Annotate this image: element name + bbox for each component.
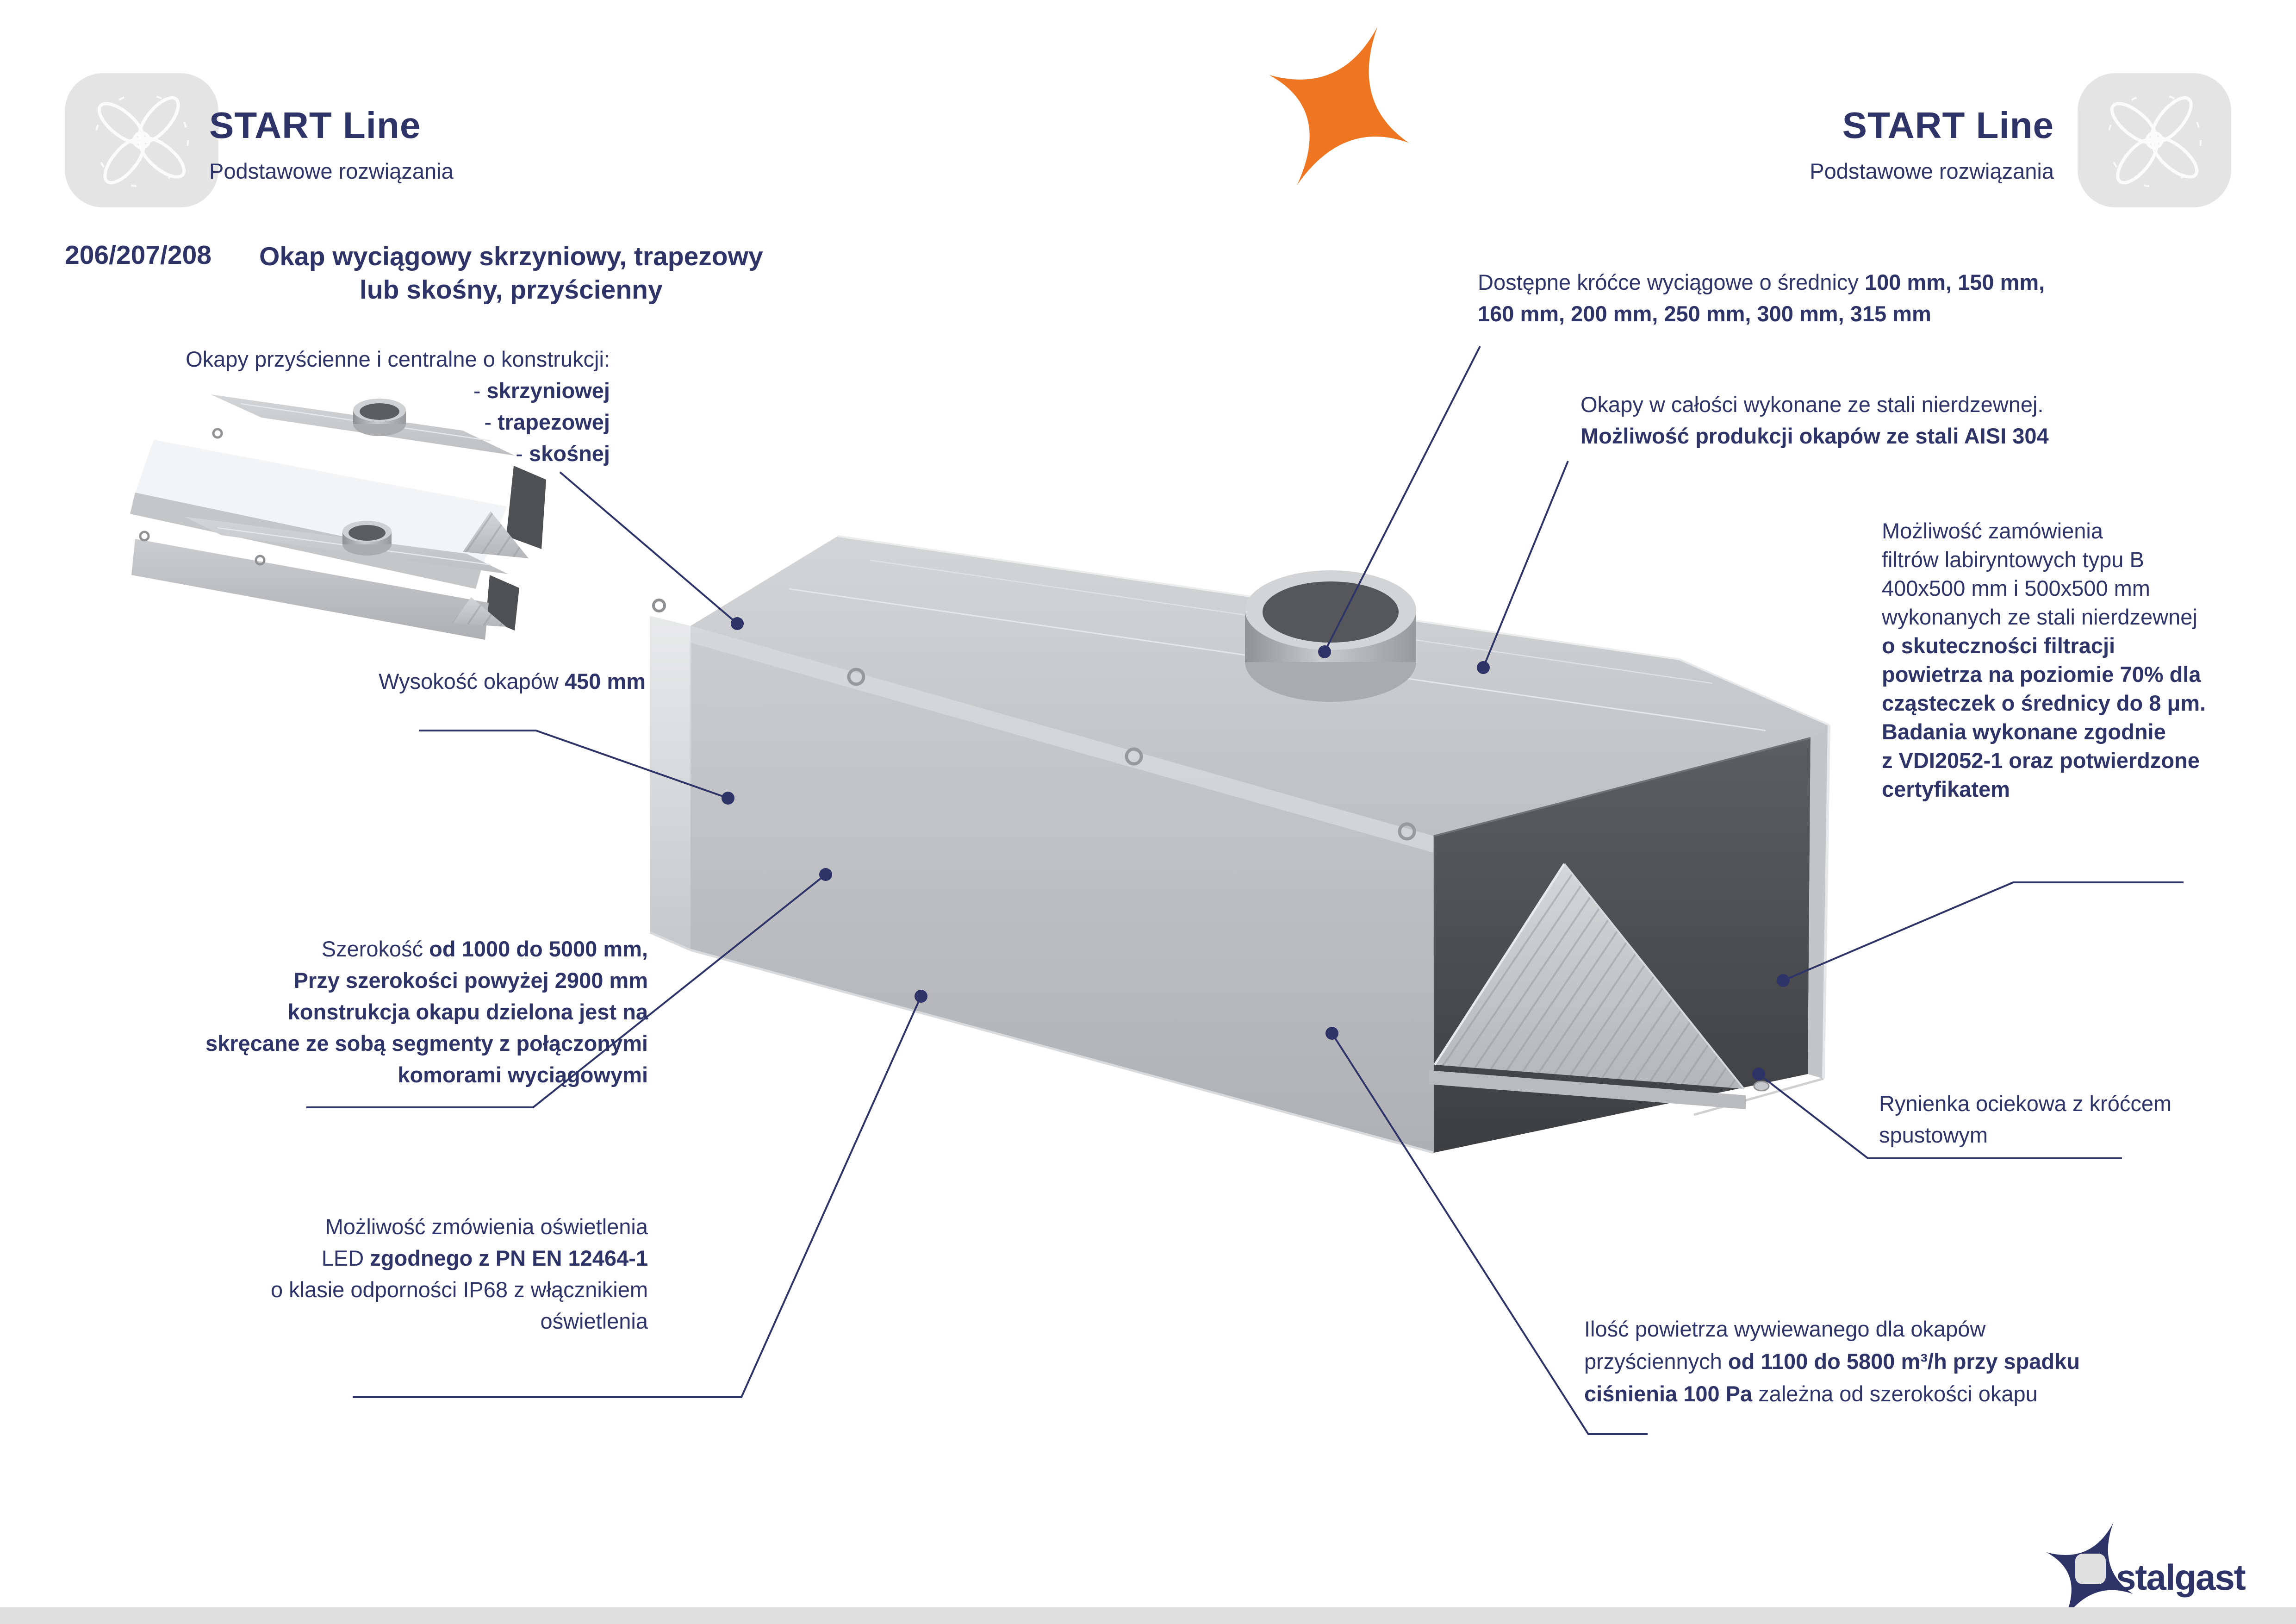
annotation-line: - skośnej xyxy=(516,441,610,466)
annotation-line: Szerokość od 1000 do 5000 mm, xyxy=(321,937,648,961)
spark-star-icon xyxy=(1245,4,1434,209)
page-title-left: START Line xyxy=(209,105,421,146)
annotation-line: - skrzyniowej xyxy=(473,378,610,403)
annotation-line: z VDI2052-1 oraz potwierdzone xyxy=(1882,748,2200,773)
annotation-line: skręcane ze sobą segmenty z połączonymi xyxy=(205,1031,648,1056)
annotation-szerokosc xyxy=(205,933,648,1091)
marker-dot xyxy=(731,617,744,630)
page-subtitle-left: Podstawowe rozwiązania xyxy=(209,159,454,183)
fan-icon xyxy=(2078,73,2231,207)
annotation-rynienka xyxy=(1879,1088,2172,1151)
annotation-line: Przy szerokości powyżej 2900 mm xyxy=(293,968,648,993)
marker-dot xyxy=(1477,661,1490,674)
stalgast-logo-tile xyxy=(2075,1554,2106,1584)
leader-filtr xyxy=(1783,882,2184,981)
annotation-oswietlenie-led xyxy=(271,1211,648,1337)
product-title xyxy=(259,240,763,306)
annotation-line: certyfikatem xyxy=(1882,777,2010,801)
marker-dot xyxy=(1325,1027,1338,1040)
product-title-line1: Okap wyciągowy skrzyniowy, trapezowy xyxy=(259,242,763,271)
marker-dot xyxy=(1752,1068,1765,1081)
annotation-line: Rynienka ociekowa z króćcem xyxy=(1879,1091,2172,1116)
annotation-wysokosc xyxy=(379,666,646,697)
marker-dot xyxy=(915,990,927,1003)
annotation-line: 400x500 mm i 500x500 mm xyxy=(1882,576,2150,600)
marker-dot xyxy=(1318,645,1331,658)
annotation-line: Wysokość okapów 450 mm xyxy=(379,669,646,693)
page-title-right: START Line xyxy=(1842,105,2054,146)
annotation-line: cząsteczek o średnicy do 8 μm. xyxy=(1882,691,2206,715)
annotation-line: o skuteczności filtracji xyxy=(1882,633,2116,658)
product-title-line2: lub skośny, przyścienny xyxy=(359,275,663,305)
annotation-krocce xyxy=(1478,267,2045,330)
annotation-line: Możliwość zamówienia xyxy=(1882,518,2103,543)
annotation-line: konstrukcja okapu dzielona jest na xyxy=(287,999,648,1024)
annotation-line: komorami wyciągowymi xyxy=(398,1062,648,1087)
fan-icon xyxy=(65,73,218,207)
annotation-line: filtrów labiryntowych typu B xyxy=(1882,547,2144,572)
annotation-line: wykonanych ze stali nierdzewnej xyxy=(1882,605,2197,629)
annotation-line: Dostępne króćce wyciągowe o średnicy 100 mm, 150 mm, xyxy=(1478,270,2045,294)
annotation-konstrukcja xyxy=(186,344,610,469)
marker-dot xyxy=(1777,974,1790,987)
annotation-line: Okapy w całości wykonane ze stali nierdzewnej. xyxy=(1580,392,2044,417)
annotation-stal-nierdzewna xyxy=(1580,389,2049,452)
annotation-line: Możliwość zmówienia oświetlenia xyxy=(325,1214,648,1239)
annotation-line: przyściennych od 1100 do 5800 m³/h przy spadku xyxy=(1584,1349,2080,1374)
bottom-bar xyxy=(0,1607,2296,1624)
annotation-line: Ilość powietrza wywiewanego dla okapów xyxy=(1584,1317,1986,1341)
marker-dot xyxy=(819,868,832,881)
annotation-line: Badania wykonane zgodnie xyxy=(1882,719,2166,744)
stalgast-wordmark: stalgast xyxy=(2116,1557,2245,1598)
annotation-line: spustowym xyxy=(1879,1123,1988,1147)
annotation-line: Możliwość produkcji okapów ze stali AISI 304 xyxy=(1580,424,2049,448)
annotation-line: ciśnienia 100 Pa zależna od szerokości okapu xyxy=(1584,1381,2038,1406)
annotation-line: 160 mm, 200 mm, 250 mm, 300 mm, 315 mm xyxy=(1478,301,1931,326)
annotation-line: Okapy przyścienne i centralne o konstrukcji: xyxy=(186,347,610,371)
annotation-line: o klasie odporności IP68 z włącznikiem xyxy=(270,1277,648,1302)
page-subtitle-right: Podstawowe rozwiązania xyxy=(1810,159,2054,183)
product-code: 206/207/208 xyxy=(65,240,212,270)
annotation-ilosc-powietrza xyxy=(1584,1313,2080,1410)
annotation-line: powietrza na poziomie 70% dla xyxy=(1882,662,2201,687)
main-hood-render xyxy=(650,536,1829,1153)
annotation-line: LED zgodnego z PN EN 12464-1 xyxy=(321,1246,648,1270)
annotation-line: - trapezowej xyxy=(484,410,610,434)
annotation-filtry-labiryntowe xyxy=(1882,517,2206,804)
marker-dot xyxy=(722,792,734,805)
leader-konstrukcja xyxy=(560,472,737,624)
annotation-line: oświetlenia xyxy=(540,1309,648,1333)
